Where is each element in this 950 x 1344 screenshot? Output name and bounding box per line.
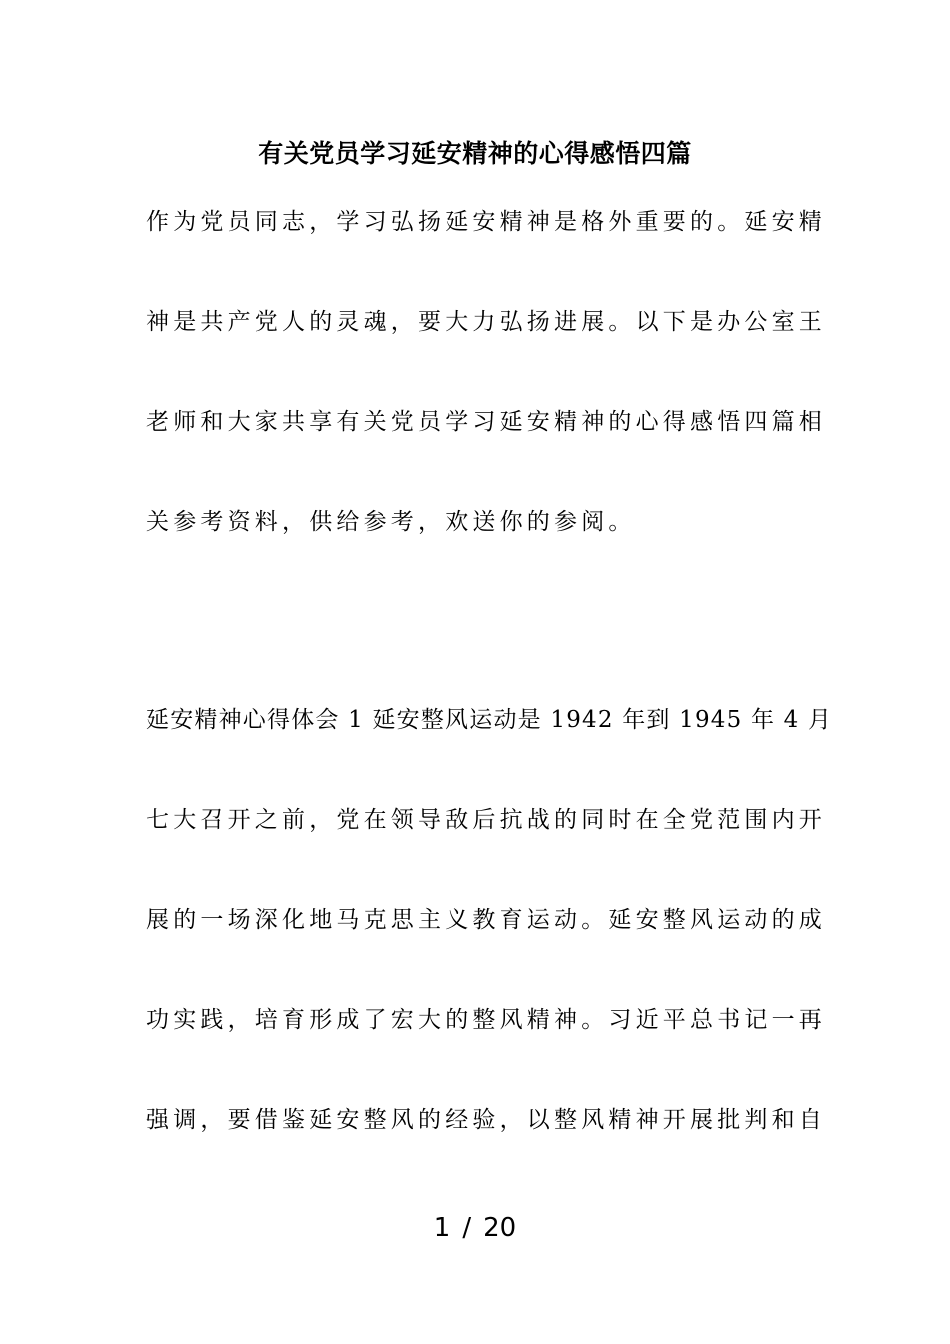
paragraph-line: 作为党员同志，学习弘扬延安精神是格外重要的。延安精: [146, 209, 826, 235]
paragraph-line: 七大召开之前，党在领导敌后抗战的同时在全党范围内开: [146, 807, 826, 833]
paragraph-line: 神是共产党人的灵魂，要大力弘扬进展。以下是办公室王: [146, 309, 826, 335]
paragraph-line: 功实践，培育形成了宏大的整风精神。习近平总书记一再: [146, 1007, 826, 1033]
page-separator: /: [462, 1213, 472, 1243]
page-number: [0, 1208, 950, 1248]
document-title: 有关党员学习延安精神的心得感悟四篇: [258, 139, 692, 168]
paragraph-line: 老师和大家共享有关党员学习延安精神的心得感悟四篇相: [146, 409, 826, 435]
paragraph-line: 关参考资料，供给参考，欢送你的参阅。: [146, 509, 636, 535]
current-page: 1: [433, 1213, 451, 1243]
paragraph-line: 强调，要借鉴延安整风的经验，以整风精神开展批判和自: [146, 1107, 826, 1133]
paragraph-line: 延安精神心得体会 1 延安整风运动是 1942 年到 1945 年 4 月: [146, 707, 833, 733]
total-pages: 20: [483, 1213, 517, 1243]
paragraph-line: 展的一场深化地马克思主义教育运动。延安整风运动的成: [146, 907, 826, 933]
